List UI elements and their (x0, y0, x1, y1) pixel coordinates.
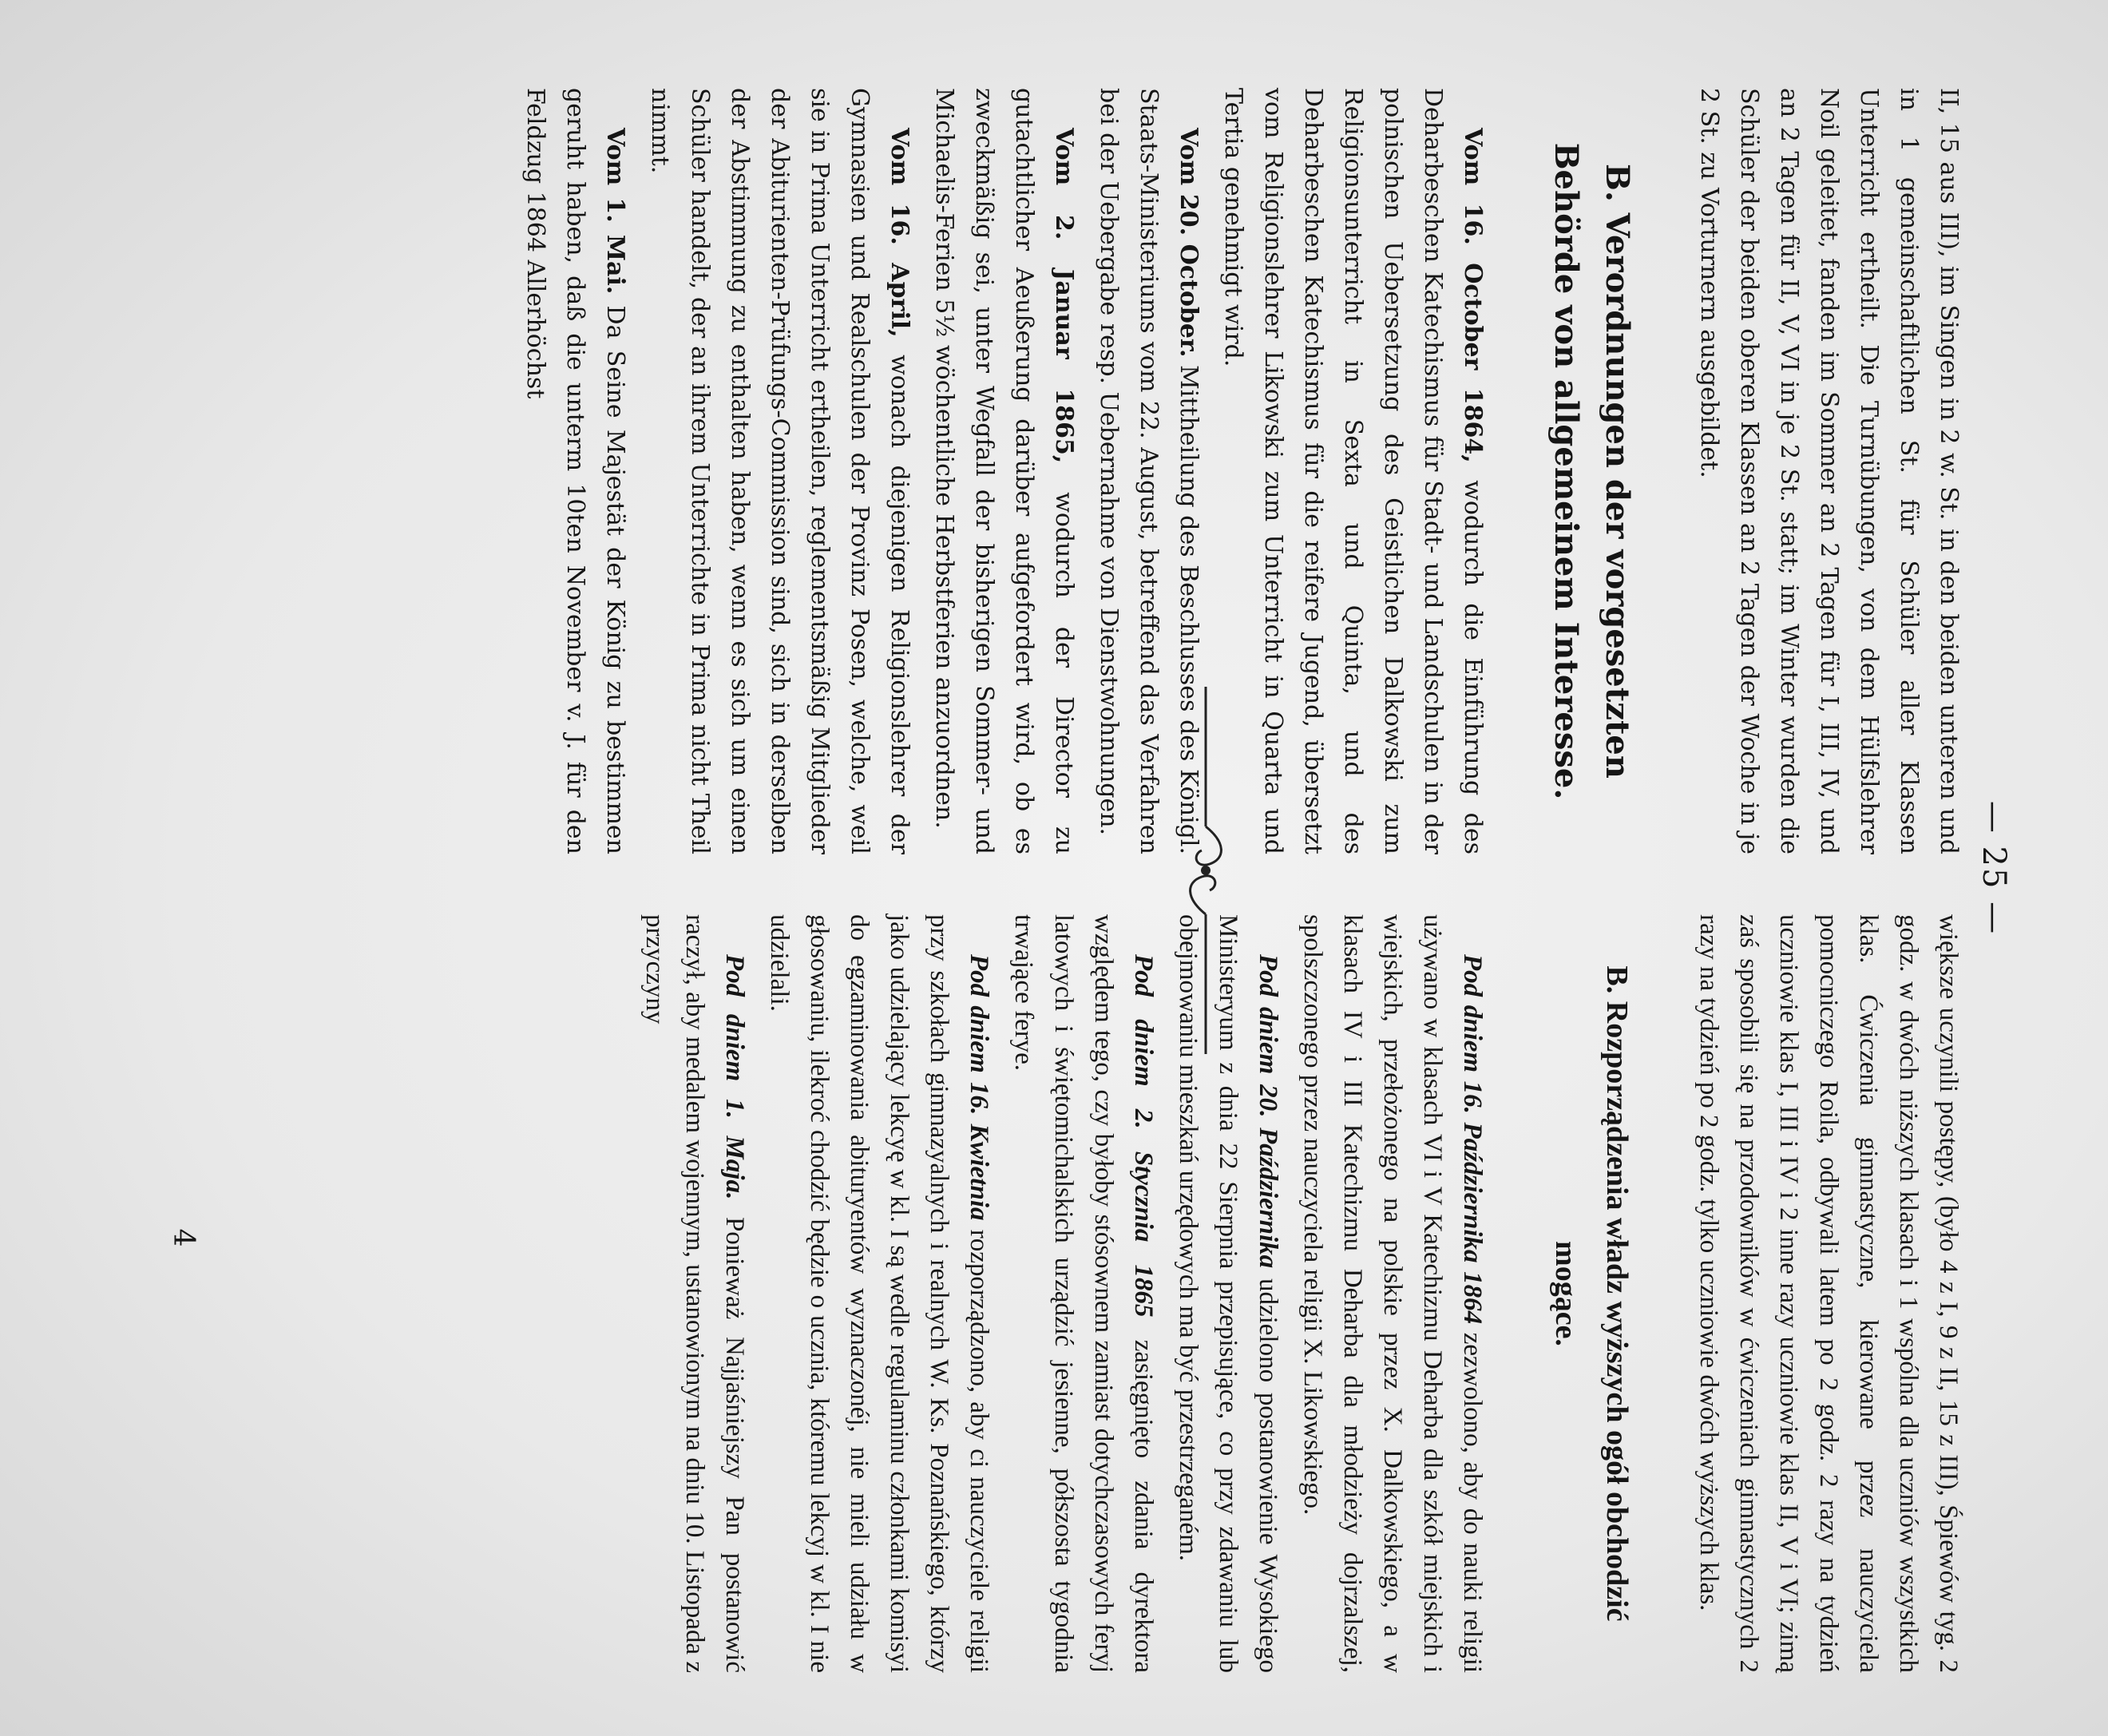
german-date-4: Vom 16. April, (886, 128, 913, 338)
polish-date-2: Pod dniem 20. Października (1254, 954, 1282, 1269)
polish-column (630, 914, 1968, 1673)
german-text-5: Da Seine Majestät der König zu bestimmen geruht haben, daß die unterm 10ten November v. J. für den Feldzug 1864 Allerhöchst (521, 88, 629, 854)
german-paragraph-1 (1213, 88, 1492, 854)
german-text-1: wodurch die Einführung des Deharbeschen Katechismus für Stadt- und Landschulen in der polnischen Uebersetzung des Geistlichen Dalkowski zum Religionsunterricht in Sexta und Quinta, und des Deharbeschen Katechismus für die reifere Jugend, übersetzt vom Religionslehrer Likowski zum Unterricht in Quarta und Tertia genehmigt wird. (1219, 88, 1487, 854)
german-date-1: Vom 16. October 1864, (1459, 128, 1487, 463)
polish-intro-paragraph: większe uczynili postępy, (było 4 z I, 9 z II, 15 z III), Śpiewów tyg. 2 godz. w dwóch niższych klasach i 1 wspólna dla uczniów wszystkich klas. Ćwiczenia gimnastyczne, kierowane przez nauczyciela pomocniczego Roila, odbywali latem po 2 godz. 2 razy na tydzień uczniowie klas I, III i IV i 2 inne razy uczniowie klas II, V i VI; zimą zaś sposobili się na przodowników w ćwiczeniach gimnastycznych 2 razy na tydzień po 2 godz. tylko uczniowie dwóch wyższych klas. (1694, 914, 1963, 1673)
polish-section-heading: B. Rozporządzenia władz wyższych ogół obchodzić mogące. (1549, 965, 1634, 1622)
german-intro-paragraph: II, 15 aus III), im Singen in 2 w. St. in den beiden unteren und in 1 gemeinschaftlichen St. für Schüler aller Klassen Unterricht ertheilt. Die Turnübungen, von dem Hülfslehrer Noil geleitet, fanden im Sommer an 2 Tagen für I, III, IV, und an 2 Tagen für II, V, VI in je 2 St. statt; im Winter wurden die Schüler der beiden oberen Klassen an 2 Tagen der Woche in je 2 St. zu Vorturnern ausgebildet. (1695, 88, 1963, 854)
german-text-2: Mittheilung des Beschlusses des Königl. Staats-Ministeriums vom 22. August, betreffend das Verfahren bei der Uebergabe resp. Uebernahme von Dienstwohnungen. (1095, 88, 1203, 854)
german-paragraph-4 (640, 88, 919, 854)
polish-text-2: udzielono postanowienie Wysokiego Ministeryum z dnia 22 Sierpnia przepisujące, co przy zdawaniu lub obejmowaniu mieszkań urzędowych ma być przestrzeganém. (1174, 914, 1282, 1673)
german-date-5: Vom 1. Mai. (601, 128, 629, 295)
polish-paragraph-3 (1004, 914, 1163, 1673)
german-section-heading: B. Verordnungen der vorgesetzten Behörde von allgemeinem Interesse. (1547, 142, 1636, 800)
polish-paragraph-2 (1168, 914, 1288, 1673)
german-text-4: wonach diejenigen Religionslehrer der Gymnasien und Realschulen der Provinz Posen, welche, weil sie in Prima Unterricht ertheilen, reglementsmäßig Mitglieder der Abiturienten-Prüfungs-Commission sind, sich in derselben der Abstimmung zu enthalten haben, wenn es sich um einen Schüler handelt, der an ihrem Unterrichte in Prima nicht Theil nimmt. (646, 88, 913, 855)
german-column (510, 88, 1968, 854)
german-text-3: wodurch der Director zu gutachtlicher Aeußerung darüber aufgefordert wird, ob es zweckmäßig sei, unter Wegfall der bisherigen Sommer- und Michaelis-Ferien 5½ wöchentliche Herbstferien anzuordnen. (930, 88, 1078, 854)
german-paragraph-3 (924, 88, 1084, 854)
polish-text-4: rozporządzono, aby ci nauczyciele religii przy szkołach gimnazyalnych i realnych W. Ks. Poznańskiego, którzy jako udzielający lekcyę w kl. I są wedle regulaminu członkami komisyi do egzaminowania abituryentów wyznaczonéj, nie mieli udziału w głosowaniu, ilekroć chodzić będzie o ucznia, któremu lekcyj w kl. I nie udzielali. (765, 914, 993, 1674)
polish-paragraph-1 (1293, 914, 1492, 1673)
polish-text-1: zezwolono, aby do nauki religii używano w klasach VI i V Katechizmu Deharba dla szkół miejskich i wiejskich, przełożonego na polskie przez X. Dalkowskiego, a w klasach IV i III Katechizmu Deharba dla młodzieży dojrzalszej, spolszczonego przez nauczyciela religii X. Likowskiego. (1298, 914, 1487, 1673)
german-paragraph-5 (515, 88, 635, 854)
signature-mark: 4 (167, 1228, 200, 1247)
page-number: — 25 — (1975, 800, 2012, 936)
polish-date-5: Pod dniem 1. Maja. (720, 954, 749, 1200)
polish-text-3: zasięgnięto zdania dyrektora względem tego, czy byłoby stósownem zamiast dotychczasowych feryj latowych i świętomichalskich urządzić jesienne, półszosta tygodnia trwające ferye. (1009, 914, 1158, 1673)
polish-text-5: Ponieważ Najjaśniejszy Pan postanowić raczył, aby medalem wojennym, ustanowionym na dniu 10. Listopada z przyczyny (640, 914, 749, 1673)
polish-date-1: Pod dniem 16. Października 1864 (1458, 954, 1487, 1325)
german-date-3: Vom 2. Januar 1865, (1050, 128, 1078, 464)
polish-paragraph-4 (759, 914, 999, 1673)
polish-paragraph-5 (635, 914, 755, 1673)
polish-date-4: Pod dniem 16. Kwietnia (965, 954, 993, 1221)
german-date-2: Vom 20. October. (1175, 128, 1203, 358)
polish-date-3: Pod dniem 2. Stycznia 1865 (1129, 954, 1158, 1318)
